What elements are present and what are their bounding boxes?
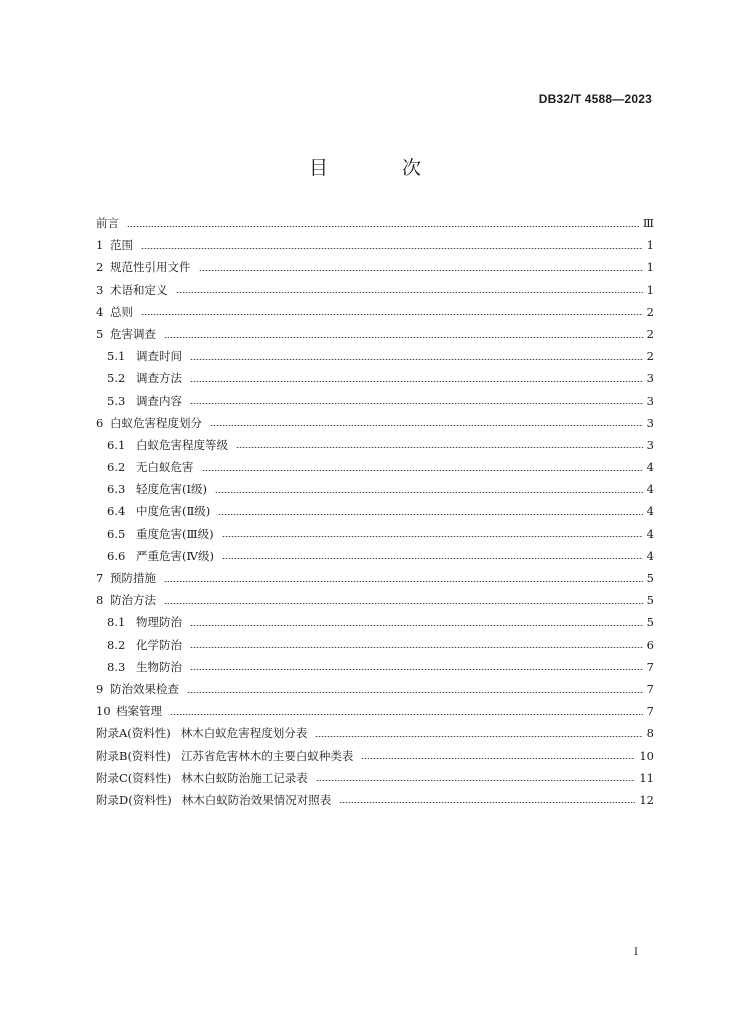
toc-entry-number: 1 [96,238,104,253]
toc-entry-page: 10 [639,748,654,763]
toc-dot-leader [361,758,635,759]
toc-dot-leader [190,359,643,360]
toc-entry-page: 7 [646,659,654,674]
toc-entry[interactable] [96,412,654,434]
toc-entry-page: 7 [646,704,654,719]
toc-dot-leader [222,536,643,537]
toc-entry-page: 3 [646,393,654,408]
toc-dot-leader [164,337,643,338]
toc-entry-page: 11 [639,770,654,785]
toc-entry-page: 4 [646,526,654,541]
toc-entry-label: 术语和定义 [110,282,168,297]
toc-entry-label: 中度危害(Ⅱ级) [136,504,211,519]
toc-entry-number: 6.4 [107,504,126,519]
toc-dot-leader [210,425,643,426]
toc-entry-number: 4 [96,304,104,319]
toc-dot-leader [236,447,643,448]
toc-entry-label: 危害调查 [110,326,156,341]
toc-dot-leader [170,714,643,715]
toc-entry-label: 重度危害(Ⅲ级) [136,526,214,541]
toc-entry-page: 2 [646,349,654,364]
toc-dot-leader [141,314,643,315]
toc-entry-label: 调查时间 [136,349,182,364]
toc-dot-leader [190,381,643,382]
toc-entry-label: 物理防治 [136,615,182,630]
toc-entry[interactable] [96,523,654,545]
toc-entry-label: 调查内容 [136,393,182,408]
toc-entry-label: 无白蚁危害 [136,460,194,475]
toc-entry[interactable] [96,345,654,367]
toc-entry-page: 1 [646,260,654,275]
toc-entry-number: 10 [96,704,111,719]
toc-entry[interactable] [96,367,654,389]
toc-entry-number: 5.3 [107,393,126,408]
toc-entry-number: 6.5 [107,526,126,541]
toc-entry-page: 3 [646,415,654,430]
standard-number: DB32/T 4588—2023 [538,92,652,106]
toc-dot-leader [127,226,639,227]
toc-entry-number: 6 [96,415,104,430]
toc-entry-number: 5.2 [107,371,126,386]
toc-entry-number: 6.2 [107,460,126,475]
toc-entry-label: 白蚁危害程度等级 [136,437,228,452]
toc-entry-label: 规范性引用文件 [110,260,191,275]
toc-entry-page: 8 [646,726,654,741]
toc-entry-page: 4 [646,504,654,519]
toc-dot-leader [190,403,643,404]
toc-entry-number: 5.1 [107,349,126,364]
toc-dot-leader [199,270,643,271]
toc-entry[interactable] [96,745,654,767]
toc-entry[interactable] [96,234,654,256]
toc-dot-leader [187,692,643,693]
toc-entry[interactable] [96,212,654,234]
toc-entry-label: 林木白蚁防治效果情况对照表 [181,792,332,807]
toc-entry-number: 8.3 [107,659,126,674]
toc-entry-page: 2 [646,304,654,319]
toc-entry-number: 9 [96,681,104,696]
toc-entry-page: 3 [646,371,654,386]
toc-entry-label: 轻度危害(Ⅰ级) [136,482,208,497]
toc-entry-page: 5 [646,615,654,630]
toc-entry-label: 化学防治 [136,637,182,652]
toc-entry-label: 白蚁危害程度划分 [110,415,202,430]
toc-entry[interactable] [96,722,654,744]
toc-entry-page: 4 [646,548,654,563]
toc-entry[interactable] [96,478,654,500]
toc-dot-leader [190,647,643,648]
toc-entry[interactable] [96,700,654,722]
toc-dot-leader [176,292,643,293]
toc-entry[interactable] [96,678,654,700]
toc-dot-leader [218,514,642,515]
toc-entry-page: 1 [646,282,654,297]
toc-entry-number: 附录B(资料性) [96,748,171,763]
toc-entry[interactable] [96,279,654,301]
toc-entry[interactable] [96,256,654,278]
toc-entry[interactable] [96,390,654,412]
toc-entry[interactable] [96,589,654,611]
toc-entry-label: 调查方法 [136,371,182,386]
toc-entry-number: 6.6 [107,548,126,563]
toc-entry-number: 附录C(资料性) [96,770,172,785]
toc-entry-label: 林木白蚁防治施工记录表 [181,770,308,785]
toc-entry-number: 8.1 [107,615,126,630]
toc-entry[interactable] [96,634,654,656]
toc-entry-label: 档案管理 [116,704,162,719]
toc-entry[interactable] [96,456,654,478]
toc-entry-label: 预防措施 [110,571,156,585]
toc-entry-number: 3 [96,282,104,297]
toc-entry-number: 6.1 [107,437,126,452]
toc-entry[interactable] [96,567,654,589]
toc-entry-number: 附录A(资料性) [96,726,171,741]
toc-dot-leader [190,669,643,670]
toc-entry-number: 8.2 [107,637,126,652]
toc-entry[interactable] [96,767,654,789]
toc-entry-page: 6 [646,637,654,652]
toc-dot-leader [190,625,643,626]
toc-entry-page: 4 [646,482,654,497]
toc-dot-leader [222,558,643,559]
toc-entry-page: Ⅲ [642,216,654,230]
toc-entry-label: 防治方法 [110,593,156,608]
toc-entry[interactable] [96,545,654,567]
toc-entry-page: 2 [646,326,654,341]
toc-entry-label: 江苏省危害林木的主要白蚁种类表 [180,748,354,763]
page-number: I [634,947,638,958]
toc-entry[interactable] [96,301,654,323]
toc-entry-page: 1 [646,238,654,253]
toc-entry-page: 12 [639,792,654,807]
toc-dot-leader [215,492,643,493]
toc-entry-page: 5 [646,571,654,585]
toc-entry-page: 7 [646,681,654,696]
toc-entry-number: 7 [96,571,104,585]
toc-dot-leader [316,780,636,781]
toc-dot-leader [315,736,642,737]
toc-entry[interactable] [96,434,654,456]
toc-entry-label: 严重危害(Ⅳ级) [136,548,214,563]
toc-dot-leader [164,581,643,582]
toc-entry[interactable] [96,789,654,811]
toc-dot-leader [141,248,643,249]
toc-entry-label: 生物防治 [136,659,182,674]
toc-entry-label: 总则 [110,304,133,319]
toc-entry-page: 3 [646,437,654,452]
toc-entry-label: 防治效果检查 [110,681,179,696]
toc-entry-number: 5 [96,326,104,341]
page-title: 目 次 [308,157,456,179]
toc-entry[interactable] [96,611,654,633]
table-of-contents [96,212,654,811]
toc-entry-label: 林木白蚁危害程度划分表 [180,726,308,741]
toc-entry-label: 范围 [110,238,133,253]
toc-entry-number: 6.3 [107,482,126,497]
toc-entry[interactable] [96,656,654,678]
toc-dot-leader [164,603,643,604]
toc-entry-number: 附录D(资料性) [96,792,172,807]
toc-entry[interactable] [96,323,654,345]
toc-entry-page: 5 [646,593,654,608]
toc-entry-page: 4 [646,460,654,475]
toc-entry-label: 前言 [96,216,119,230]
toc-entry-number: 8 [96,593,104,608]
toc-entry[interactable] [96,500,654,522]
toc-dot-leader [202,470,643,471]
toc-entry-number: 2 [96,260,104,275]
toc-dot-leader [339,802,635,803]
